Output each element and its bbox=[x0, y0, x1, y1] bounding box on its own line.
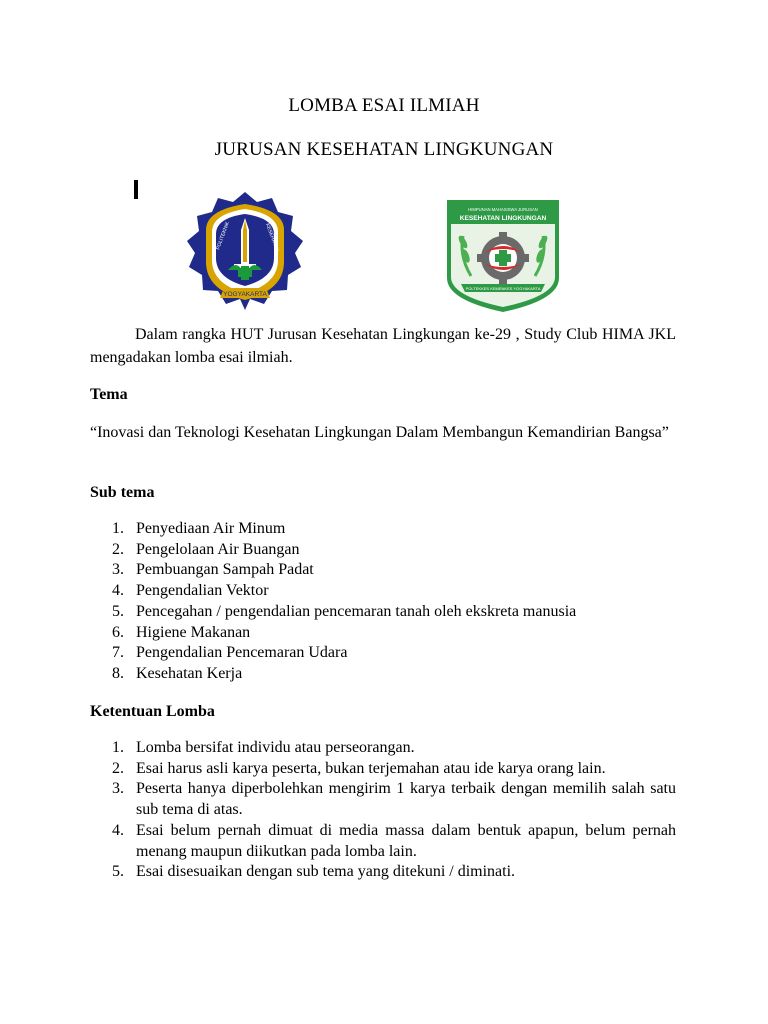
subtema-list bbox=[90, 519, 676, 685]
text-cursor-mark bbox=[134, 180, 138, 199]
list-item: 5. Esai disesuaikan dengan sub tema yang ditekuni / diminati. bbox=[112, 863, 516, 881]
politeknik-kesehatan-yogyakarta-logo bbox=[184, 190, 306, 312]
list-item: 3. Peserta hanya diperbolehkan mengirim 1 karya terbaik dengan memilih salah satu sub tema di atas. bbox=[112, 780, 676, 819]
logo-left-text-bottom: YOGYAKARTA bbox=[223, 291, 267, 298]
list-item: 8. Kesehatan Kerja bbox=[112, 664, 243, 682]
logo-left-text-top-b: KESEHATAN bbox=[264, 222, 280, 253]
logo-right-text-main: KESEHATAN LINGKUNGAN bbox=[459, 215, 547, 222]
list-item: 5. Pencegahan / pengendalian pencemaran tanah oleh ekskreta manusia bbox=[112, 602, 577, 620]
document-subtitle: JURUSAN KESEHATAN LINGKUNGAN bbox=[214, 139, 554, 160]
list-item: 4. Pengendalian Vektor bbox=[112, 582, 269, 600]
list-item: 4. Esai belum pernah dimuat di media massa dalam bentuk apapun, belum pernah menang maupun diikutkan pada lomba lain. bbox=[112, 821, 676, 860]
list-item: 1. Penyediaan Air Minum bbox=[112, 520, 286, 537]
ketentuan-heading: Ketentuan Lomba bbox=[90, 703, 215, 720]
list-item: 3. Pembuangan Sampah Padat bbox=[112, 561, 314, 579]
list-item: 2. Esai harus asli karya peserta, bukan terjemahan atau ide karya orang lain. bbox=[112, 759, 606, 777]
tema-text: “Inovasi dan Teknologi Kesehatan Lingkungan Dalam Membangun Kemandirian Bangsa” bbox=[90, 424, 669, 441]
logo-right-text-bottom: POLTEKKES KEMENKES YOGYAKARTA bbox=[465, 286, 541, 291]
logo-left-text-top-a: POLITEKNIK bbox=[215, 220, 231, 251]
list-item: 6. Higiene Makanan bbox=[112, 623, 251, 641]
hima-kesehatan-lingkungan-logo bbox=[441, 192, 565, 314]
document-title: LOMBA ESAI ILMIAH bbox=[288, 95, 480, 116]
list-item: 1. Lomba bersifat individu atau perseorangan. bbox=[112, 739, 415, 756]
list-item: 2. Pengelolaan Air Buangan bbox=[112, 540, 300, 558]
tema-heading: Tema bbox=[90, 386, 128, 403]
ketentuan-list bbox=[90, 738, 676, 883]
intro-paragraph: Dalam rangka HUT Jurusan Kesehatan Lingkungan ke-29 , Study Club HIMA JKL mengadakan lomba esai ilmiah. bbox=[90, 326, 676, 366]
subtema-heading: Sub tema bbox=[90, 484, 155, 501]
logo-right-text-top: HIMPUNAN MAHASISWA JURUSAN bbox=[468, 207, 538, 212]
list-item: 7. Pengendalian Pencemaran Udara bbox=[112, 644, 348, 662]
